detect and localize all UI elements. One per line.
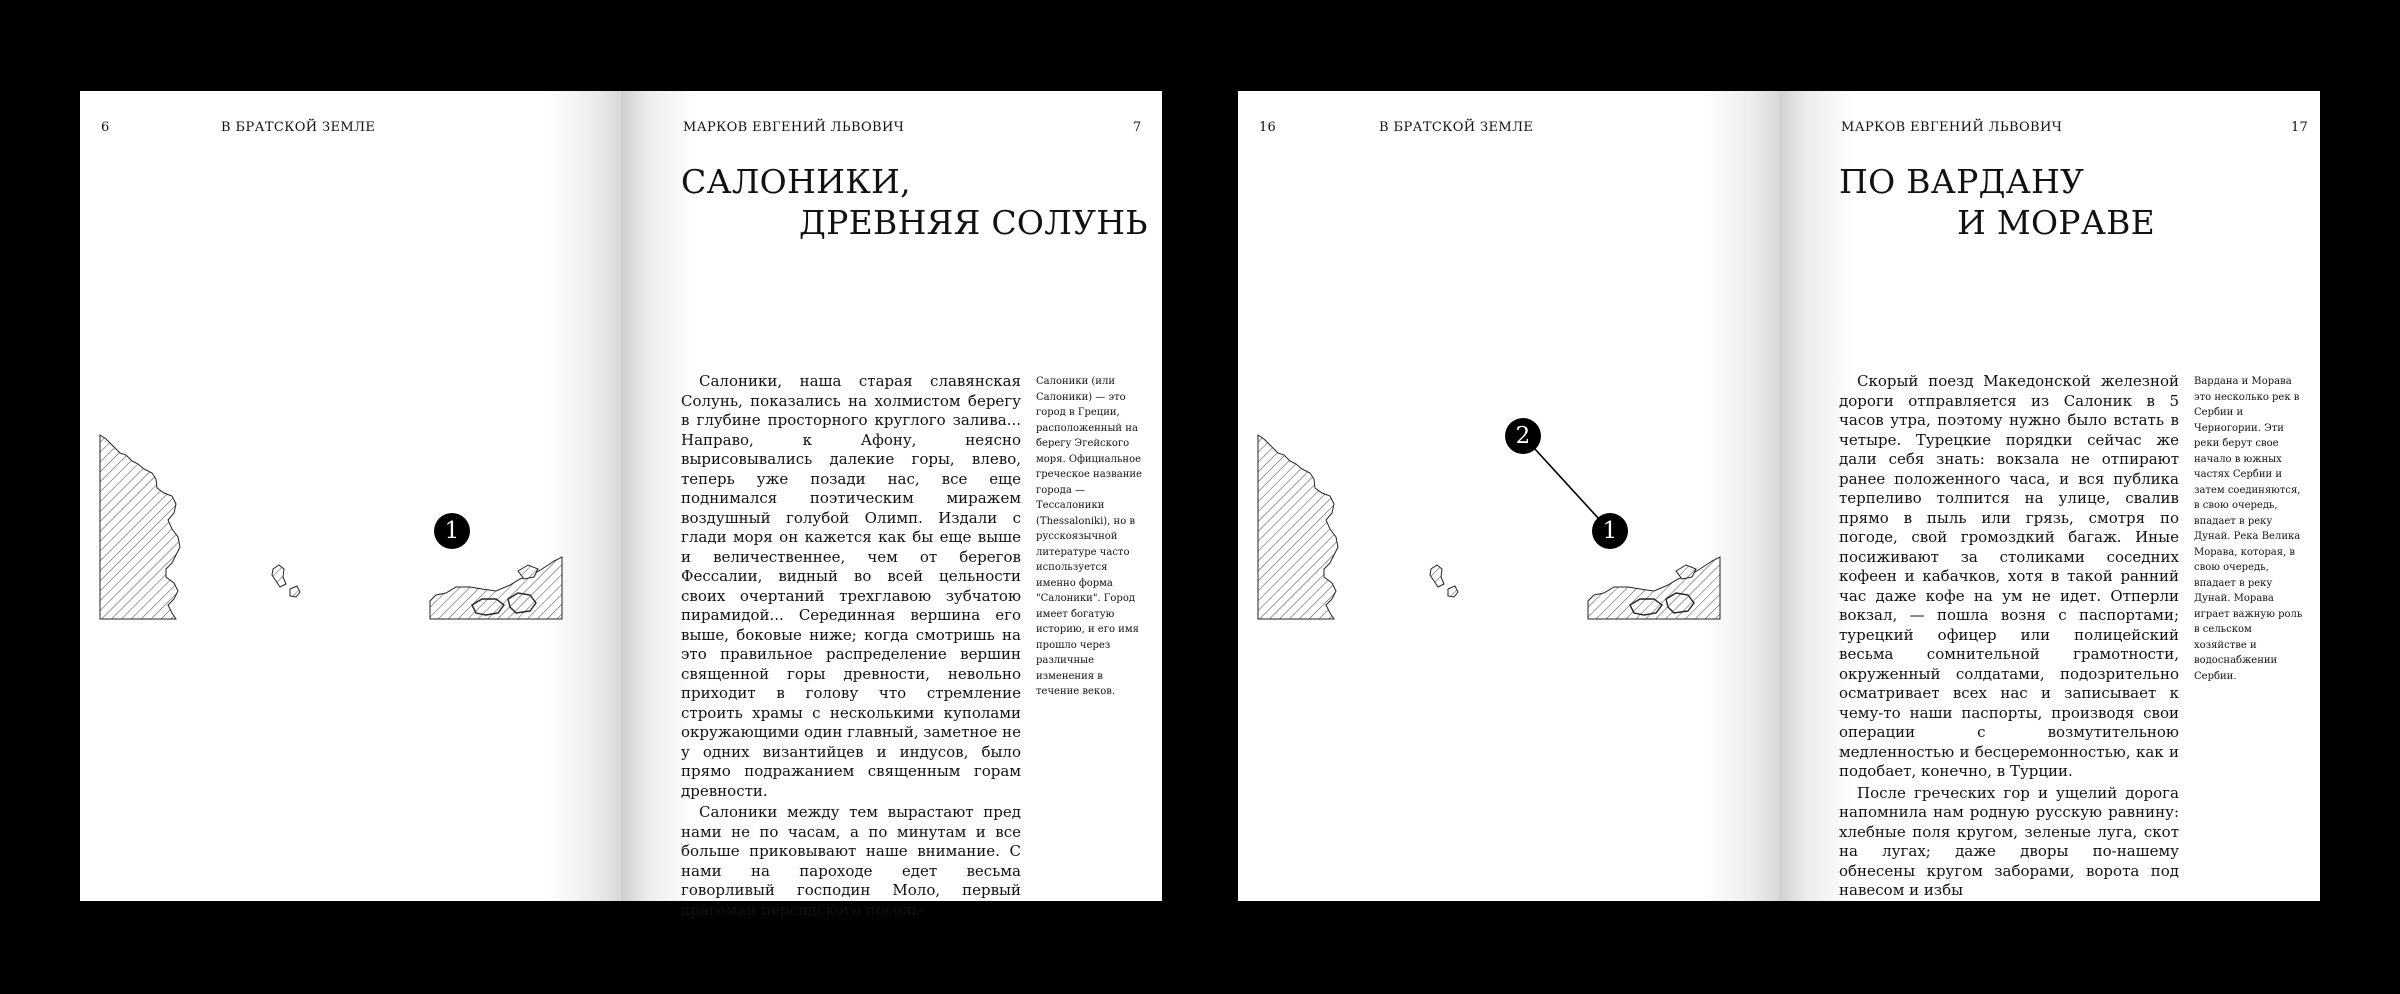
chapter-title [681, 161, 1148, 243]
page-number: 6 [101, 120, 110, 135]
paragraph: После греческих гор и ущелий дорога напомнила нам родную русскую равнину: хлебные поля кругом, зеленые луга, скот на лугах; даже дворы по-нашему обнесены кругом заборами, ворота под навесом и избы [1839, 783, 2179, 899]
page-number: 16 [1259, 120, 1276, 135]
spread1-left-page [80, 91, 621, 901]
map-marker-2: 2 [1505, 418, 1541, 454]
chapter-title-line1: САЛОНИКИ, [681, 162, 911, 201]
chapter-title-line2: ДРЕВНЯЯ СОЛУНЬ [799, 203, 1148, 242]
body-text [681, 372, 1021, 922]
sidenote: Салоники (или Салоники) — это город в Греции, расположенный на берегу Эгейского моря. Официальное греческое название города — Тессалоники (Thessaloniki), но в русскоязычной литературе часто используется именно форма "Салоники". Город имеет богатую историю, и его имя прошло через различные изменения в течение веков. [1036, 376, 1142, 697]
body-text [1839, 372, 2179, 903]
paragraph: Скорый поезд Македонской железной дороги отправляется из Салоник в 5 часов утра, поэтому нужно было встать в четыре. Турецкие порядки сейчас же дали себя знать: вокзала не отпирают ранее положенного часа, и вся публика терпеливо толпится на улице, свалив прямо в пыль или грязь, смотря по погоде, свой громоздкий багаж. Иные посиживают за столиками соседних кофеен и кабачков, хотя в такой ранний час даже кофе на ум не идет. Отперли вокзал, — пошла возня с паспортами; турецкий офицер или полицейский весьма сомнительной грамотности, окруженный солдатами, подозрительно осматривает всех нас и записывает к чему-то наши паспорты, производя свои операции с возмутительною медленностью и бесцеремонностью, как и подобает, конечно, в Турции. [1839, 372, 2179, 780]
chapter-title-line2: И МОРАВЕ [1957, 203, 2156, 242]
running-head: МАРКОВ ЕВГЕНИЙ ЛЬВОВИЧ [1841, 120, 2063, 135]
page-number: 7 [1133, 120, 1142, 135]
marker-connector-line [1238, 91, 1779, 901]
running-head: В БРАТСКОЙ ЗЕМЛЕ [1379, 120, 1534, 135]
paragraph: Салоники, наша старая славянская Солунь, показались на холмистом берегу в глубине просторного круглого залива... Направо, к Афону, неясно вырисовывались далекие горы, влево, теперь уже позади нас, все еще поднимался поэтическим миражем воздушный голубой Олимп. Издали с глади моря он кажется как бы еще выше и величественнее, чем от берегов Фессалии, видный во всей цельности своих очертаний трехглавою зубчатою пирамидой... Серединная вершина его выше, боковые ниже; когда смотришь на это правильное распределение вершин священной горы древности, невольно приходит в голову что стремление строить храмы с несколькими куполами окружающими один главный, заметное не у одних византийцев и индусов, было прямо подражанием священным горам древности. [681, 372, 1021, 800]
spread1-right-page [621, 91, 1162, 919]
page-number: 17 [2291, 120, 2308, 135]
running-head: В БРАТСКОЙ ЗЕМЛЕ [221, 120, 376, 135]
running-head: МАРКОВ ЕВГЕНИЙ ЛЬВОВИЧ [683, 120, 905, 135]
chapter-title [1839, 161, 2155, 243]
spread2-right-page [1779, 91, 2320, 901]
sidenote: Вардана и Морава это несколько рек в Сербии и Черногории. Эти реки берут свое начало в южных частях Сербии и затем соединяются, в свою очередь, впадает в реку Дунай. Река Велика Морава, которая, в свою очередь, впадает в реку Дунай. Морава играет важную роль в сельском хозяйстве и водоснабжении Сербии. [2194, 376, 2303, 682]
paragraph: Салоники между тем вырастают пред нами не по часам, а по минутам и все больше приковывают наше внимание. С нами на пароходе едет весьма говорливый господин Моло, первый драгоман персидского посоль- [681, 803, 1021, 919]
coastline-map [100, 343, 562, 615]
spread2-left-page [1238, 91, 1779, 901]
map-marker-1: 1 [1592, 513, 1628, 549]
map-marker-1: 1 [434, 513, 470, 549]
chapter-title-line1: ПО ВАРДАНУ [1839, 162, 2085, 201]
